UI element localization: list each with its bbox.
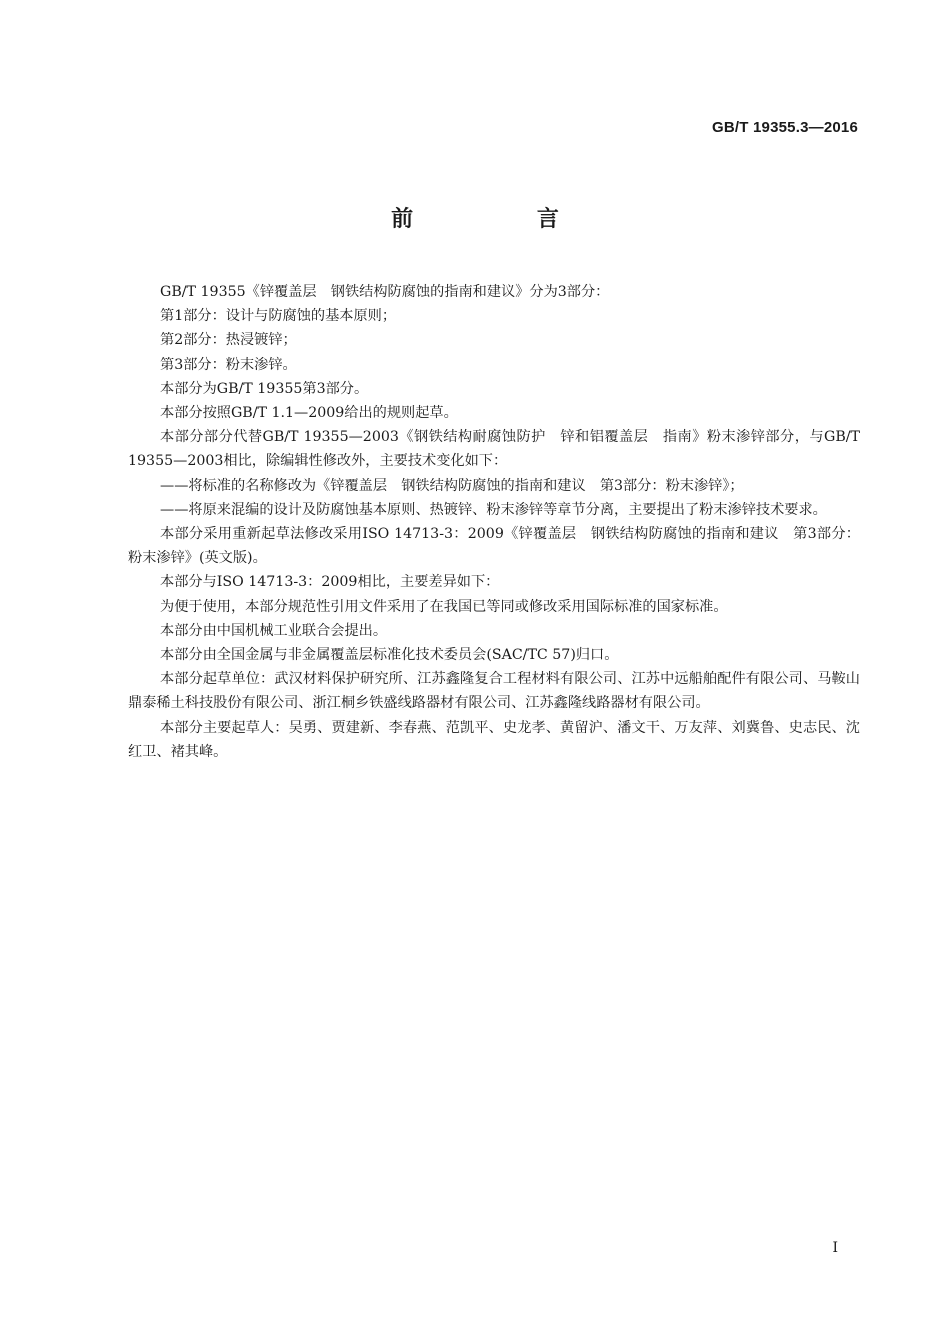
paragraph-differences: 本部分与ISO 14713-3：2009相比，主要差异如下：: [160, 574, 500, 591]
page-title: 前 言: [391, 207, 617, 232]
paragraph-committee: 本部分由全国金属与非金属覆盖层标准化技术委员会(SAC/TC 57)归口。: [160, 647, 619, 664]
standard-code: GB/T 19355.3—2016: [712, 119, 858, 136]
paragraph-replaces: 本部分部分代替GB/T 19355—2003《钢铁结构耐腐蚀防护 锌和铝覆盖层 指南》粉末渗锌部分，与GB/T 19355—2003相比，除编辑性修改外，主要技术变化如下：: [128, 429, 860, 470]
paragraph-drafting-rules: 本部分按照GB/T 1.1—2009给出的规则起草。: [160, 405, 458, 422]
paragraph-parts-intro: GB/T 19355《锌覆盖层 钢铁结构防腐蚀的指南和建议》分为3部分：: [160, 284, 610, 300]
paragraph-part-2: 第2部分：热浸镀锌；: [160, 332, 297, 349]
paragraph-part-1: 第1部分：设计与防腐蚀的基本原则；: [160, 308, 397, 325]
list-item-change-1: ——将标准的名称修改为《锌覆盖层 钢铁结构防腐蚀的指南和建议 第3部分：粉末渗锌》；: [160, 477, 744, 494]
paragraph-normative-refs: 为便于使用，本部分规范性引用文件采用了在我国已等同或修改采用国际标准的国家标准。: [160, 598, 728, 615]
foreword-body: [128, 280, 860, 764]
paragraph-iso-adoption: 本部分采用重新起草法修改采用ISO 14713-3：2009《锌覆盖层 钢铁结构防腐蚀的指南和建议 第3部分：粉末渗锌》(英文版)。: [128, 526, 860, 567]
paragraph-drafting-units: 本部分起草单位：武汉材料保护研究所、江苏鑫隆复合工程材料有限公司、江苏中远船舶配件有限公司、马鞍山鼎泰稀土科技股份有限公司、浙江桐乡铁盛线路器材有限公司、江苏鑫隆线路器材有限公司。: [128, 671, 860, 712]
list-item-change-2: ——将原来混编的设计及防腐蚀基本原则、热镀锌、粉末渗锌等章节分离，主要提出了粉末渗锌技术要求。: [160, 501, 827, 518]
paragraph-this-part: 本部分为GB/T 19355第3部分。: [160, 380, 369, 397]
paragraph-proposed-by: 本部分由中国机械工业联合会提出。: [160, 622, 388, 639]
page-number: I: [832, 1240, 838, 1256]
paragraph-drafters: 本部分主要起草人：吴勇、贾建新、李春燕、范凯平、史龙孝、黄留沪、潘文干、万友萍、刘冀鲁、史志民、沈红卫、褚其峰。: [128, 719, 860, 760]
paragraph-part-3: 第3部分：粉末渗锌。: [160, 356, 297, 373]
